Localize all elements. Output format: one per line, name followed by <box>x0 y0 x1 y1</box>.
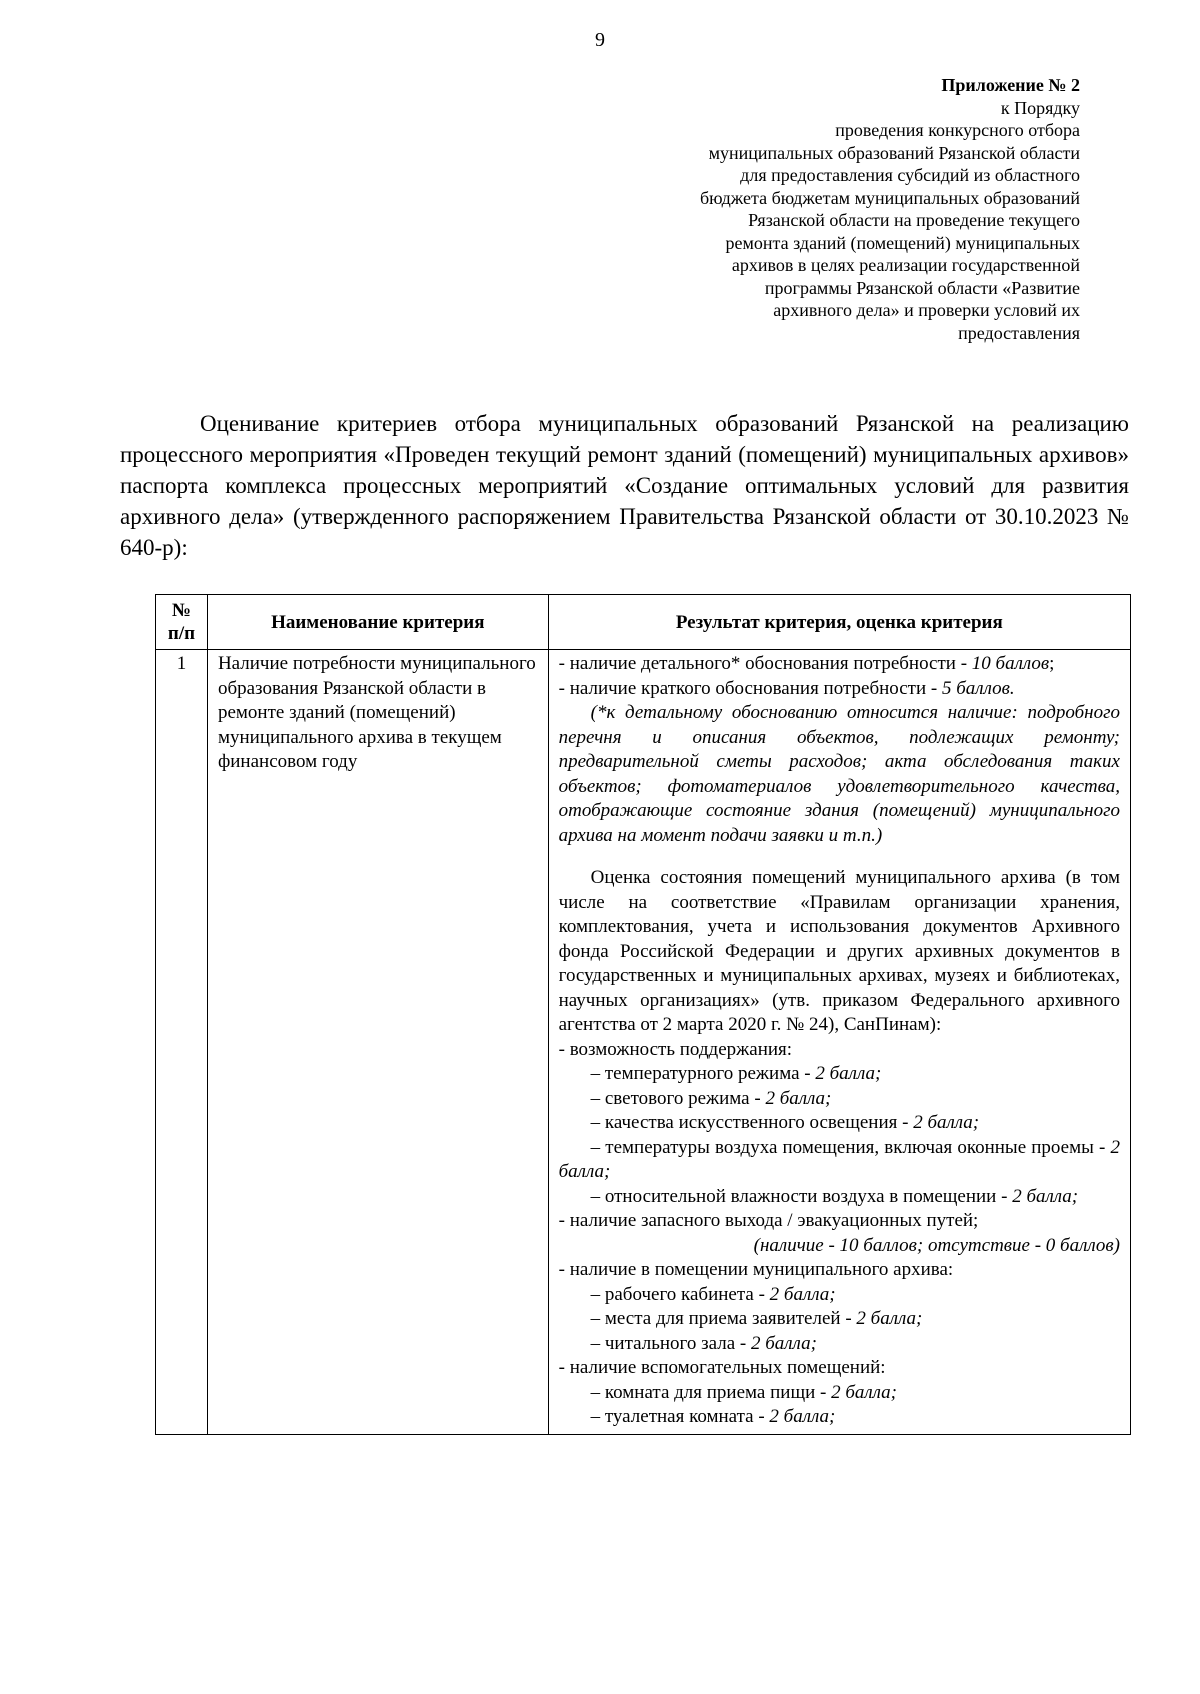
list-item: – светового режима - 2 балла; <box>590 1087 832 1109</box>
list-item: – читального зала - 2 балла; <box>590 1332 817 1354</box>
criteria-table <box>155 594 1131 1435</box>
list-item: – комната для приема пищи - 2 балла; <box>590 1381 898 1403</box>
list-item: – относительной влажности воздуха в помещении - 2 балла; <box>590 1185 1079 1207</box>
premises-assessment-block <box>549 852 1130 1434</box>
assessment-intro: Оценка состояния помещений муниципального архива (в том числе на соответствие «Правилам организации хранения, комплектования, учета и использования документов Архивного фонда Российской Федерации и других архивных документов в государственных и муниципальных архивах, музеях и библиотеках, научных организациях» (утв. приказом Федерального архивного агентства от 2 марта 2020 г. № 24), СанПинам): <box>558 867 1120 1035</box>
rooms-label: - наличие в помещении муниципального архива: <box>558 1259 954 1280</box>
list-item: – места для приема заявителей - 2 балла; <box>590 1308 923 1329</box>
exit-label: - наличие запасного выхода / эвакуационных путей; <box>558 1210 979 1231</box>
appendix-line: предоставления <box>958 322 1080 343</box>
detailed-justification: - наличие детального* обоснования потребности - 10 баллов; <box>558 653 1055 674</box>
intro-paragraph: Оценивание критериев отбора муниципальных образований Рязанской на реализацию процессного мероприятия «Проведен текущий ремонт зданий (помещений) муниципальных архивов» паспорта комплекса процессных мероприятий «Создание оптимальных условий для развития архивного дела» (утвержденного распоряжением Правительства Рязанской области от 30.10.2023 № 640-р): <box>120 411 1129 560</box>
list-item: – качества искусственного освещения - 2 балла; <box>590 1112 980 1133</box>
appendix-line: ремонта зданий (помещений) муниципальных <box>725 232 1080 253</box>
appendix-line: Рязанской области на проведение текущего <box>748 210 1080 230</box>
header-result: Результат критерия, оценка критерия <box>548 595 1130 650</box>
appendix-title: Приложение № 2 <box>941 75 1080 95</box>
score: 5 баллов. <box>941 677 1015 699</box>
list-item: – температурного режима - 2 балла; <box>590 1063 882 1084</box>
exit-scores: (наличие - 10 баллов; отсутствие - 0 баллов) <box>753 1234 1120 1256</box>
header-name: Наименование критерия <box>207 595 548 650</box>
appendix-header <box>520 74 1080 344</box>
table-header-row <box>156 595 1131 650</box>
table-row <box>156 650 1131 1435</box>
score: 10 баллов <box>971 653 1050 674</box>
appendix-line: проведения конкурсного отбора <box>835 120 1080 140</box>
appendix-line: для предоставления субсидий из областного <box>740 165 1080 185</box>
list-item: – туалетная комната - 2 балла; <box>590 1406 836 1427</box>
criterion-result <box>548 650 1130 1435</box>
row-number: 1 <box>156 650 208 1435</box>
list-item: – рабочего кабинета - 2 балла; <box>590 1283 836 1305</box>
brief-justification: - наличие краткого обоснования потребности - 5 баллов. <box>558 677 1015 699</box>
appendix-line: к Порядку <box>1000 97 1080 118</box>
justification-block <box>549 650 1130 852</box>
appendix-line: бюджета бюджетам муниципальных образований <box>699 187 1080 208</box>
maintain-label: - возможность поддержания: <box>558 1038 793 1060</box>
page-number: 9 <box>595 29 605 51</box>
header-num: № п/п <box>156 595 208 650</box>
appendix-line: программы Рязанской области «Развитие <box>764 277 1080 298</box>
justification-note: (*к детальному обоснованию относится наличие: подробного перечня и описания объектов, подлежащих ремонту; предварительной сметы расходов; акта обследования таких объектов; фотоматериалов удовлетворительного качества, отображающие состояние здания (помещений) муниципального архива на момент подачи заявки и т.п.) <box>558 702 1120 846</box>
appendix-line: архивов в целях реализации государственной <box>731 255 1080 275</box>
appendix-line: архивного дела» и проверки условий их <box>773 300 1080 320</box>
list-item: – температуры воздуха помещения, включая оконные проемы - 2 балла; <box>558 1136 1120 1182</box>
aux-label: - наличие вспомогательных помещений: <box>558 1357 886 1378</box>
appendix-line: муниципальных образований Рязанской области <box>708 142 1080 163</box>
criterion-name: Наличие потребности муниципального образования Рязанской области в ремонте зданий (помещений) муниципального архива в текущем финансовом году <box>207 650 548 1435</box>
